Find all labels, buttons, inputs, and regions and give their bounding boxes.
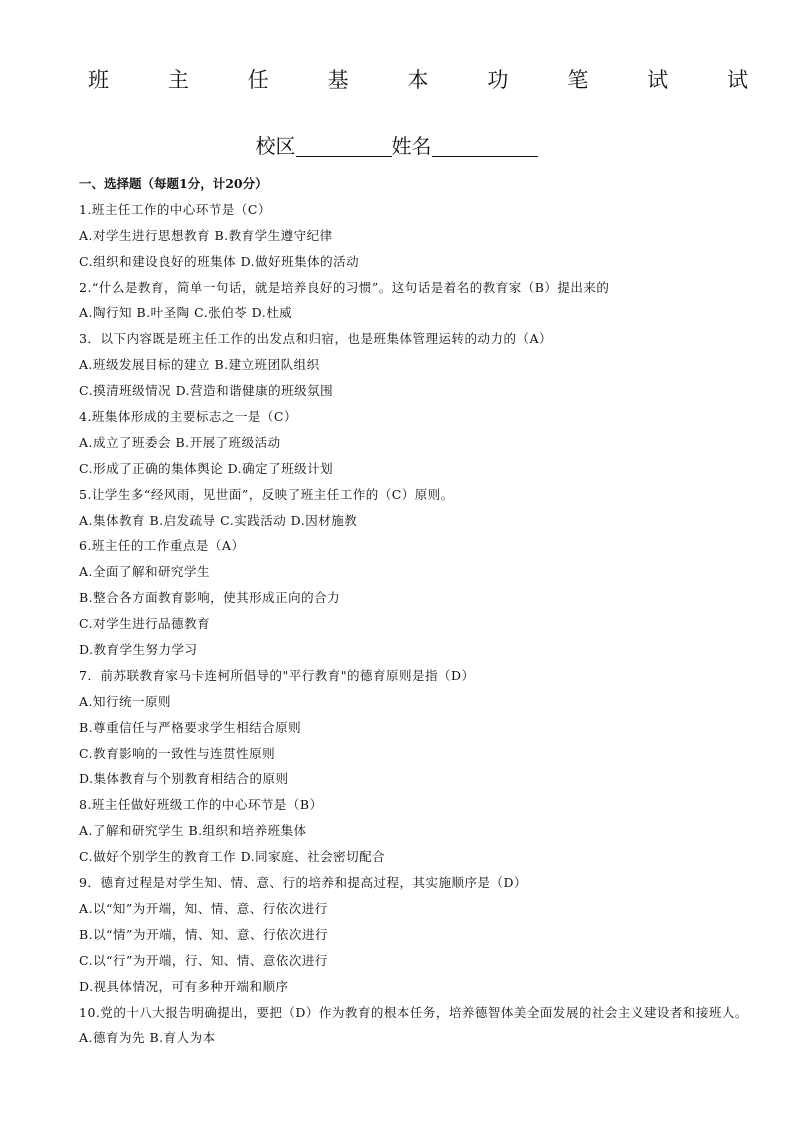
title-char: 功 (487, 68, 509, 92)
question-line: A.知行统一原则 (79, 693, 172, 709)
question-line: A.陶行知 B.叶圣陶 C.张伯苓 D.杜威 (79, 305, 293, 321)
title-char: 班 (88, 68, 109, 92)
question-line: 5.让学生多“经风雨，见世面”，反映了班主任工作的（C）原则。 (79, 486, 454, 502)
question-line: D.视具体情况，可有多种开端和顺序 (79, 978, 289, 994)
page-title (88, 62, 748, 98)
question-line: A.全面了解和研究学生 (79, 564, 211, 580)
question-line: C.对学生进行品德教育 (79, 616, 211, 632)
title-char: 笔 (567, 68, 589, 92)
name-label: 姓名 (391, 134, 432, 158)
question-line: 9．德育过程是对学生知、情、意、行的培养和提高过程，其实施顺序是（D） (79, 875, 527, 891)
title-char: 基 (327, 68, 349, 92)
question-line: B.尊重信任与严格要求学生相结合原则 (79, 719, 302, 735)
question-line: A.以“知”为开端，知、情、意、行依次进行 (79, 900, 328, 916)
question-line: B.以“情”为开端，情、知、意、行依次进行 (79, 926, 328, 942)
question-line: A.德育为先 B.育人为本 (79, 1030, 216, 1046)
name-blank[interactable] (432, 134, 538, 157)
question-line: 6.班主任的工作重点是（A） (79, 538, 245, 554)
question-line: C.形成了正确的集体舆论 D.确定了班级计划 (79, 460, 334, 476)
section-header: 一、选择题（每题1分，计20分） (79, 176, 268, 191)
question-line: C.组织和建设良好的班集体 D.做好班集体的活动 (79, 253, 360, 269)
question-line: 1.班主任工作的中心环节是（C） (79, 201, 271, 217)
campus-label: 校区 (255, 134, 296, 158)
question-line: C.教育影响的一致性与连贯性原则 (79, 745, 276, 761)
info-line (0, 128, 793, 164)
title-char: 试 (647, 68, 669, 92)
title-char: 主 (167, 68, 189, 92)
question-list (79, 171, 751, 1051)
question-line: 8.班主任做好班级工作的中心环节是（B） (79, 797, 323, 813)
question-line: D.教育学生努力学习 (79, 642, 198, 658)
question-10: 10.党的十八大报告明确提出，要把（D）作为教育的根本任务，培养德智体美全面发展的社会主义建设者和接班人。 (79, 1004, 748, 1020)
question-line: 3．以下内容既是班主任工作的出发点和归宿，也是班集体管理运转的动力的（A） (79, 331, 552, 347)
question-line: 2.“什么是教育，简单一句话，就是培养良好的习惯”。这句话是着名的教育家（B）提出来的 (79, 279, 610, 295)
question-line: C.摸清班级情况 D.营造和谐健康的班级氛围 (79, 383, 334, 399)
title-char: 试 (727, 68, 748, 92)
question-line: C.以“行”为开端，行、知、情、意依次进行 (79, 952, 328, 968)
question-line: A.了解和研究学生 B.组织和培养班集体 (79, 823, 307, 839)
question-line: A.成立了班委会 B.开展了班级活动 (79, 434, 281, 450)
question-line: B.整合各方面教育影响，使其形成正向的合力 (79, 590, 341, 606)
title-char: 本 (407, 68, 429, 92)
title-char: 任 (247, 68, 269, 92)
question-line: C.做好个别学生的教育工作 D.同家庭、社会密切配合 (79, 849, 386, 865)
campus-blank[interactable] (296, 134, 392, 157)
question-line: A.集体教育 B.启发疏导 C.实践活动 D.因材施教 (79, 512, 358, 528)
question-line: A.对学生进行思想教育 B.教育学生遵守纪律 (79, 227, 333, 243)
question-line: D.集体教育与个别教育相结合的原则 (79, 771, 289, 787)
question-line: 4.班集体形成的主要标志之一是（C） (79, 409, 297, 425)
question-line: A.班级发展目标的建立 B.建立班团队组织 (79, 357, 320, 373)
question-line: 7．前苏联教育家马卡连柯所倡导的"平行教育"的德育原则是指（D） (79, 667, 475, 683)
